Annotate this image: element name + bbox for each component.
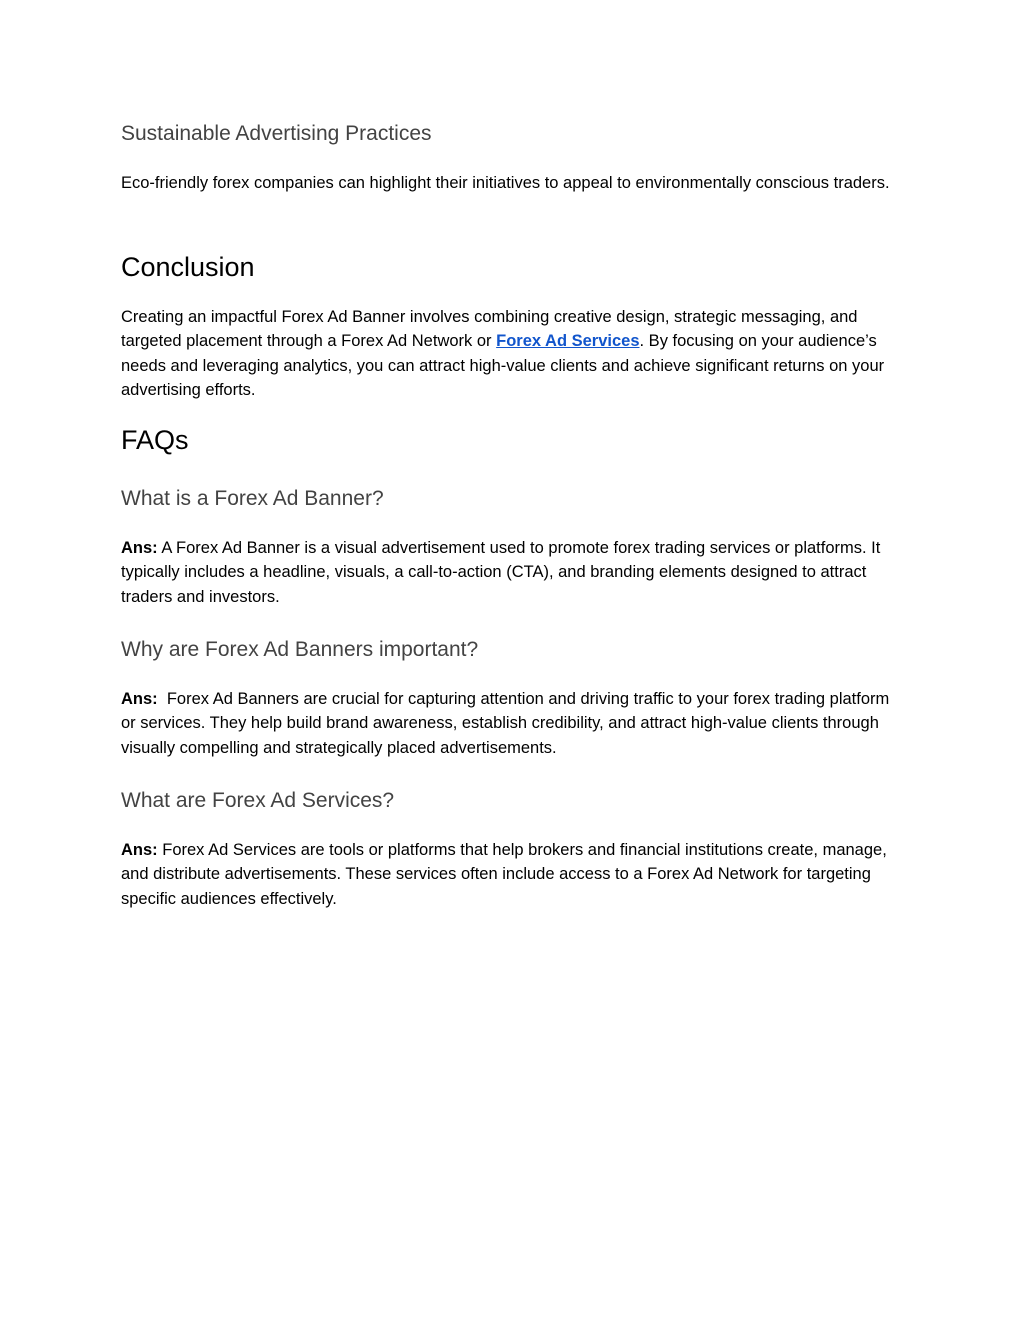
faq-answer-1	[121, 536, 906, 609]
faq-answer-3	[121, 838, 906, 911]
conclusion-text-before-link: Creating an impactful Forex Ad Banner involves combining creative design, strategic messaging, and targeted placement through a Forex Ad Network or	[121, 308, 858, 351]
faq-answer-2	[121, 687, 906, 760]
answer-prefix: Ans:	[121, 690, 158, 708]
answer-prefix: Ans:	[121, 841, 158, 859]
faqs-heading: FAQs	[121, 425, 189, 455]
forex-ad-services-link[interactable]: Forex Ad Services	[496, 332, 640, 351]
faq-answer-1-text: A Forex Ad Banner is a visual advertisement used to promote forex trading services or platforms. It typically includes a headline, visuals, a call-to-action (CTA), and branding elements designed to attract traders and investors.	[121, 539, 881, 606]
faq-answer-2-text: Forex Ad Banners are crucial for capturing attention and driving traffic to your forex trading platform or services. They help build brand awareness, establish credibility, and attract high-value clients through visually compelling and strategically placed advertisements.	[121, 690, 894, 757]
answer-prefix: Ans:	[121, 539, 158, 557]
conclusion-heading: Conclusion	[121, 252, 255, 282]
conclusion-paragraph	[121, 305, 906, 402]
sustainable-heading: Sustainable Advertising Practices	[121, 122, 432, 145]
sustainable-paragraph: Eco-friendly forex companies can highlight their initiatives to appeal to environmentally conscious traders.	[121, 174, 890, 192]
conclusion-text-after-link: . By focusing on your audience’s needs and leveraging analytics, you can attract high-value clients and achieve significant returns on your advertising efforts.	[121, 332, 885, 399]
faq-question-3: What are Forex Ad Services?	[121, 789, 395, 812]
faq-answer-3-text: Forex Ad Services are tools or platforms that help brokers and financial institutions create, manage, and distribute advertisements. These services often include access to a Forex Ad Network for targeting specific audiences effectively.	[121, 841, 887, 908]
faq-question-2: Why are Forex Ad Banners important?	[121, 638, 479, 661]
faq-question-1: What is a Forex Ad Banner?	[121, 487, 384, 510]
